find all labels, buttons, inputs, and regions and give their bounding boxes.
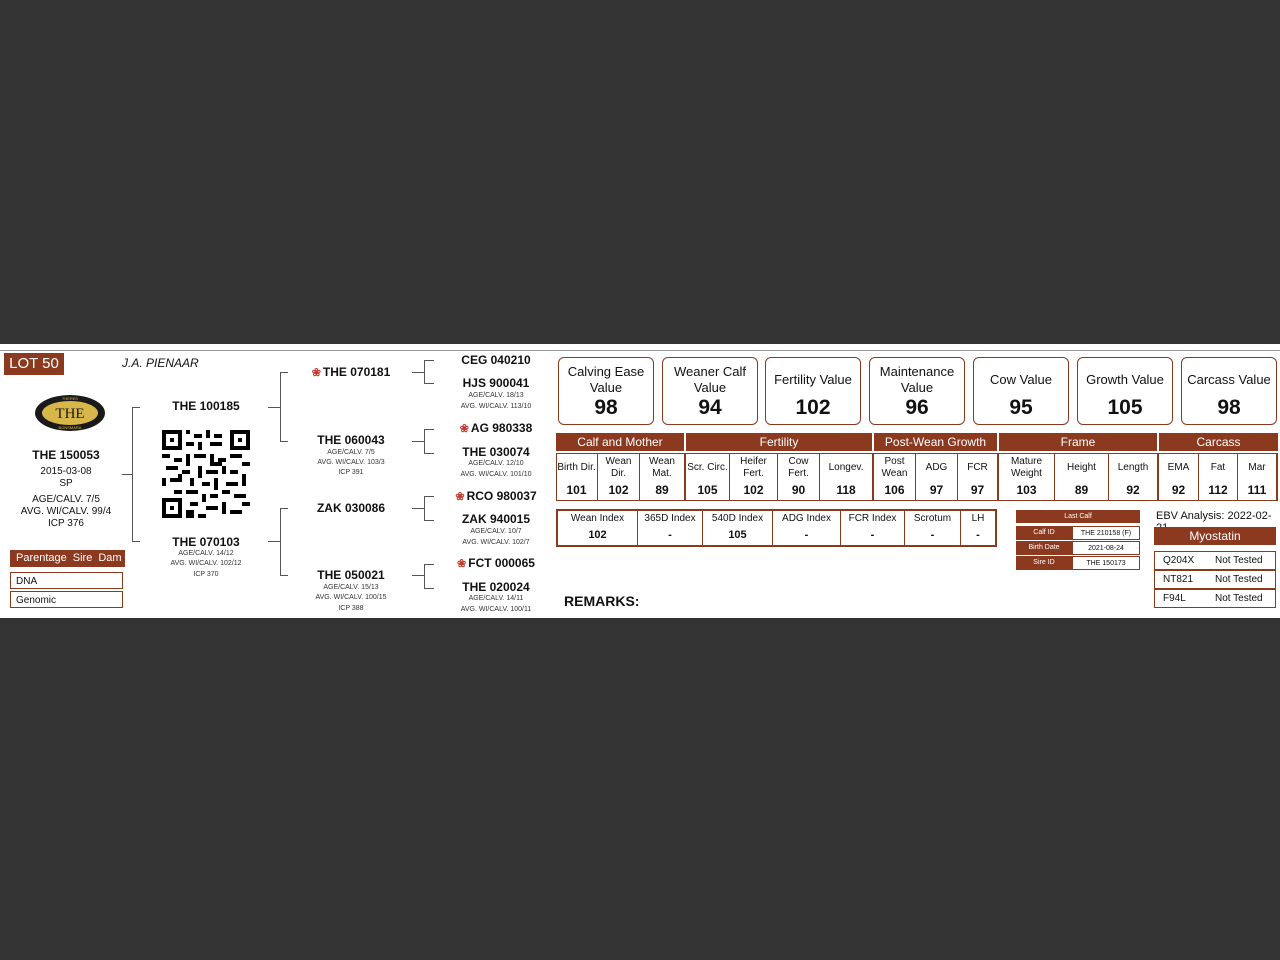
great-g1-id: CEG 040210	[461, 353, 531, 367]
dam-age-calv: AGE/CALV. 14/12	[178, 550, 234, 557]
index-cell: FCR Index -	[841, 511, 905, 545]
logo-arc-bottom: BONSMARA	[58, 425, 82, 430]
grand-sd-id: THE 060043	[317, 433, 385, 447]
great-g8-avg-wt: AVG. WI/CALV. 100/11	[460, 606, 532, 613]
index-cell: 365D Index -	[638, 511, 703, 545]
great-g2-avg-wt: AVG. WI/CALV. 113/10	[460, 403, 532, 410]
last-calf-title: Last Calf	[1016, 510, 1140, 523]
tailwind-mark-icon: ❀	[459, 423, 469, 435]
owner-name: J.A. PIENAAR	[122, 356, 199, 370]
great-g4-id: THE 030074	[462, 445, 530, 459]
the-logo-icon	[34, 394, 106, 432]
last-calf-row: Sire ID THE 150173	[1016, 556, 1140, 570]
index-cell: ADG Index -	[773, 511, 841, 545]
index-cell: LH -	[971, 513, 985, 541]
grand-ds-id: ZAK 030086	[316, 501, 386, 515]
myostatin-title: Myostatin	[1154, 527, 1276, 545]
parentage-label: Parentage	[16, 552, 67, 564]
category-fertility: Fertility	[686, 433, 872, 451]
great-g6-id: ZAK 940015	[461, 512, 531, 526]
lot-card	[0, 344, 1280, 618]
great-g4-age-calv: AGE/CALV. 12/10	[468, 460, 524, 467]
animal-icp: ICP 376	[48, 518, 84, 529]
grand-dd-age-calv: AGE/CALV. 15/13	[323, 584, 379, 591]
tailwind-mark-icon: ❀	[311, 367, 321, 379]
grand-ss: ❀ THE 070181	[311, 365, 391, 379]
grand-sd-icp: ICP 391	[338, 469, 364, 476]
myostatin-row: Q204X Not Tested	[1154, 551, 1276, 570]
great-g5: ❀ RCO 980037	[455, 489, 537, 503]
grand-sd-age-calv: AGE/CALV. 7/5	[327, 449, 375, 456]
parentage-genomic-row: Genomic	[10, 591, 123, 608]
great-g7: ❀ FCT 000065	[457, 556, 535, 570]
lot-badge: LOT 50	[4, 353, 64, 375]
value-box-fertility: Fertility Value 102	[765, 357, 861, 425]
grand-dd-avg-wt: AVG. WI/CALV. 100/15	[315, 594, 387, 601]
sire-id: THE 100185	[172, 399, 240, 413]
category-carcass: Carcass	[1159, 433, 1278, 451]
ebv-cell: Longev. 118	[820, 454, 874, 500]
ebv-cell: Scr. Circ. 105	[686, 454, 730, 500]
logo-text: THE	[55, 406, 85, 422]
parentage-sire: Sire	[72, 552, 93, 564]
ebv-cell: Length 92	[1109, 454, 1159, 500]
dam-icp: ICP 370	[193, 571, 219, 578]
last-calf-row: Calf ID THE 210158 (F)	[1016, 526, 1140, 540]
parentage-dna-row: DNA	[10, 572, 123, 589]
category-post-wean: Post-Wean Growth	[874, 433, 997, 451]
great-g6-avg-wt: AVG. WI/CALV. 102/7	[462, 539, 530, 546]
great-g8-id: THE 020024	[462, 580, 530, 594]
great-g8-age-calv: AGE/CALV. 14/11	[468, 595, 524, 602]
remarks-label: REMARKS:	[564, 593, 640, 609]
value-box-cow: Cow Value 95	[973, 357, 1069, 425]
ebv-cell: FCR 97	[958, 454, 999, 500]
value-box-maintenance: Maintenance Value 96	[869, 357, 965, 425]
qr-code-icon	[162, 430, 250, 518]
ebv-cell: Birth Dir. 101	[556, 454, 598, 500]
ebv-cell: Wean Mat. 89	[640, 454, 686, 500]
myostatin-row: NT821 Not Tested	[1154, 570, 1276, 589]
animal-birth-date: 2015-03-08	[40, 466, 92, 477]
ebv-cell: Wean Dir. 102	[598, 454, 640, 500]
animal-id: THE 150053	[32, 448, 100, 462]
great-g3: ❀ AG 980338	[459, 421, 533, 435]
value-box-weaner-calf: Weaner Calf Value 94	[662, 357, 758, 425]
tailwind-mark-icon: ❀	[457, 558, 467, 570]
animal-avg-wt: AVG. WI/CALV. 99/4	[20, 506, 112, 517]
category-calf-mother: Calf and Mother	[556, 433, 684, 451]
index-cell: Wean Index 102	[558, 511, 638, 545]
parentage-dam: Dam	[98, 552, 122, 564]
logo-arc-top: THERES	[61, 396, 79, 401]
category-frame: Frame	[999, 433, 1157, 451]
grand-dd-icp: ICP 388	[338, 605, 364, 612]
animal-age-calv: AGE/CALV. 7/5	[32, 494, 100, 505]
value-box-carcass: Carcass Value 98	[1181, 357, 1277, 425]
dam-id: THE 070103	[172, 535, 240, 549]
ebv-cell: Mature Weight 103	[999, 454, 1055, 500]
ebv-analysis-date: EBV Analysis: 2022-02-	[1156, 510, 1272, 522]
grand-dd-id: THE 050021	[317, 568, 385, 582]
dam-avg-wt: AVG. WI/CALV. 102/12	[170, 560, 242, 567]
grand-sd-avg-wt: AVG. WI/CALV. 103/3	[317, 459, 385, 466]
tailwind-mark-icon: ❀	[455, 491, 465, 503]
animal-type: SP	[59, 478, 73, 489]
last-calf-row: Birth Date 2021-08-24	[1016, 541, 1140, 555]
ebv-cell: Post Wean 106	[874, 454, 916, 500]
index-cell: 540D Index 105	[703, 511, 773, 545]
ebv-cell: Heifer Fert. 102	[730, 454, 778, 500]
great-g6-age-calv: AGE/CALV. 10/7	[470, 528, 522, 535]
myostatin-row: F94L Not Tested	[1154, 589, 1276, 608]
ebv-cell: Height 89	[1055, 454, 1109, 500]
value-box-calving-ease: Calving Ease Value 98	[558, 357, 654, 425]
great-g2-id: HJS 900041	[462, 376, 530, 390]
index-cell: Scrotum -	[905, 511, 961, 545]
ebv-cell: Mar 111	[1238, 454, 1278, 500]
ebv-cell: ADG 97	[916, 454, 958, 500]
ebv-cell: Cow Fert. 90	[778, 454, 820, 500]
great-g2-age-calv: AGE/CALV. 18/13	[468, 392, 524, 399]
value-box-growth: Growth Value 105	[1077, 357, 1173, 425]
ebv-cell: EMA 92	[1159, 454, 1199, 500]
ebv-cell: Fat 112	[1199, 454, 1238, 500]
parentage-header	[10, 550, 125, 567]
great-g4-avg-wt: AVG. WI/CALV. 101/10	[460, 471, 532, 478]
